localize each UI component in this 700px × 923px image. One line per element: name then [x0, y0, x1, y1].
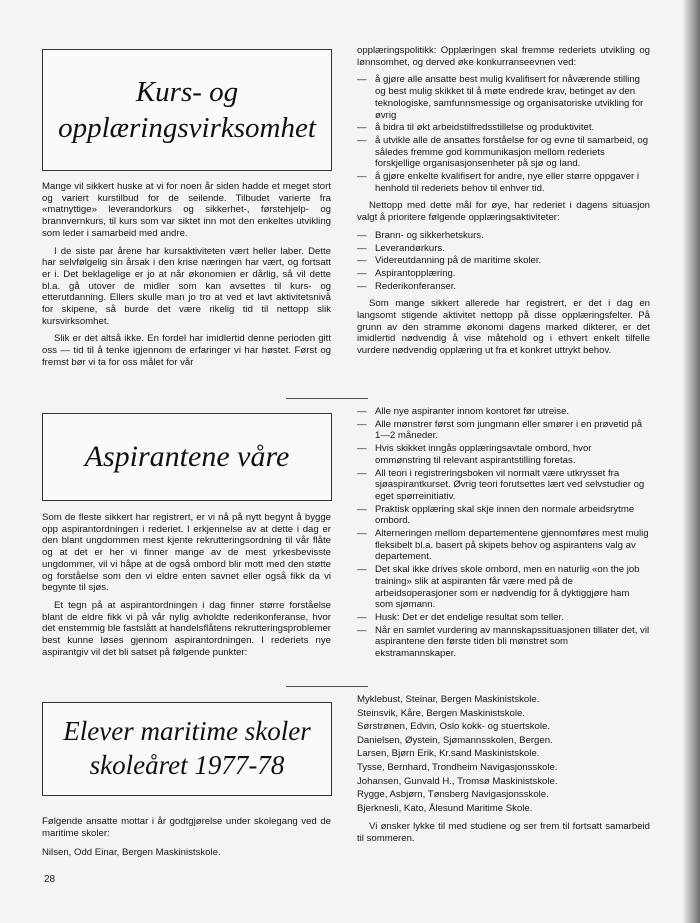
- student-name: Johansen, Gunvald H., Tromsø Maskinistskole.: [357, 775, 558, 787]
- kurs-paragraph: Slik er det altså ikke. En fordel har imidlertid denne perioden gitt oss — tid til å tenke igjennom de erfaringer vi har høstet. Først og fremst bør vi ta for oss målet for vår: [42, 333, 331, 368]
- elever-title: [63, 715, 310, 783]
- page-edge-shadow: [682, 0, 700, 923]
- kurs-title-line1: Kurs- og: [135, 75, 239, 108]
- elever-intro: Følgende ansatte mottar i år godtgjørelse under skolegang ved de maritime skoler:: [42, 816, 331, 839]
- list-item: — Aspirantopplæring.: [357, 268, 650, 280]
- list-item: — Det skal ikke drives skole ombord, men en naturlig «on the job training» slik at aspiranten får være med på de arbeidsoperasjoner som er nødvendig for å dyktiggjøre ham som sjømann.: [357, 564, 650, 611]
- kurs-paragraph: Mange vil sikkert huske at vi for noen år siden hadde et meget stort og variert kurstilbud for de seilende. Tilbudet varierte fra «matnyttige» leverandorkurs og sikkerhet-, førstehjelp- og brannvernkurs, til kurs som var siktet inn mot den enkeltes utvikling som leder i samarbeid med andre.: [42, 181, 331, 239]
- list-item: — Rederikonferanser.: [357, 281, 650, 293]
- student-name: Danielsen, Øystein, Sjømannsskolen, Bergen.: [357, 734, 553, 746]
- aspirant-title-box: [42, 413, 332, 501]
- kurs-title-line2: opplæringsvirksomhet: [58, 112, 316, 144]
- elever-left-column: [42, 816, 331, 859]
- elever-closing: Vi ønsker lykke til med studiene og ser frem til fortsatt samarbeid til sommeren.: [357, 821, 650, 845]
- elever-title-line1: Elever maritime skoler: [63, 716, 311, 747]
- kurs-title: [58, 74, 316, 147]
- section-divider: [286, 398, 368, 399]
- list-item: — å utvikle alle de ansattes forståelse for og evne til samarbeid, og således fremme god kommunikasjon mellom rederiets forskjellige organisasjonsenheter på sjø og land.: [357, 135, 650, 170]
- list-item: — Praktisk opplæring skal skje innen den normale arbeidsrytme ombord.: [357, 504, 650, 527]
- kurs-right-column: [357, 45, 650, 363]
- page-number: 28: [44, 874, 56, 885]
- aspirant-title: Aspirantene våre: [84, 440, 290, 473]
- aspirant-points-list: [357, 406, 650, 660]
- list-item: — Alle mønstrer først som jungmann eller smører i en prøvetid på 1—2 måneder.: [357, 419, 650, 442]
- list-item: — Leverandørkurs.: [357, 243, 650, 255]
- aspirant-right-column: [357, 406, 650, 666]
- kurs-priorities-intro: Nettopp med dette mål for øye, har rederiet i dagens situasjon valgt å prioritere følgende opplæringsaktiviteter:: [357, 200, 650, 224]
- student-name: Bjerknesli, Kato, Ålesund Maritime Skole.: [357, 802, 533, 814]
- kurs-paragraph: I de siste par årene har kursaktiviteten vært heller laber. Dette har selvfølgelig sin årsak i den krise næringen har vært, og fortsatt er i. Det beklagelige er jo at når økonomien er dårlig, så vil dette bl.a. gå utover de midler som kan avsettes til kurs- og etterutdanning. Ellers skulle man jo tro at ved et lavt aktivitetsnivå for skipene, så burde det være rikelig tid til nettopp slik kursvirksomhet.: [42, 245, 331, 327]
- kurs-left-column: [42, 181, 331, 375]
- list-item: — Hvis skikket inngås opplæringsavtale ombord, hvor ommønstring til relevant aspirantstilling foretas.: [357, 443, 650, 466]
- list-item: — Brann- og sikkerhetskurs.: [357, 230, 650, 242]
- student-name: Steinsvik, Kåre, Bergen Maskinistskole.: [357, 707, 525, 719]
- section-divider: [286, 686, 368, 687]
- kurs-activities-list: [357, 230, 650, 293]
- aspirant-paragraph: Et tegn på at aspirantordningen i dag finner større forståelse blant de eldre fikk vi på vår nylig avholdte rederikonferanse, hvor det enstemmig ble fastslått at handelsflåtens rekrutteringsproblemer best kunne løses gjennom aspirantordningen. I rederiets nye aspirantgiv vil det bli satset på følgende punkter:: [42, 599, 331, 658]
- kurs-title-box: [42, 49, 332, 171]
- list-item: — Når en samlet vurdering av mannskapssituasjonen tillater det, vil aspirantene den første tiden bli mønstret som ekstramannskaper.: [357, 625, 650, 660]
- kurs-policy-intro: opplæringspolitikk: Opplæringen skal fremme rederiets utvikling og lønnsomhet, og derved øke konkurranseevnen ved:: [357, 45, 650, 68]
- elever-title-line2: skoleåret 1977-78: [89, 750, 285, 780]
- aspirant-left-column: [42, 512, 331, 664]
- elever-right-column: [357, 693, 650, 851]
- student-name: Rygge, Asbjørn, Tønsberg Navigasjonsskole.: [357, 789, 549, 801]
- elever-title-box: [42, 702, 332, 796]
- list-item: — All teori i registreringsboken vil normalt være utkrysset fra sjøaspirantkurset. Øvrig teori forutsettes lært ved selvstudier og eget spørreinitiativ.: [357, 468, 650, 503]
- list-item: — Alle nye aspiranter innom kontoret før utreise.: [357, 406, 650, 418]
- list-item: — å gjøre alle ansatte best mulig kvalifisert for nåværende stilling og best mulig skikket til å møte endrede krav, betinget av den teknologiske, samfunnsmessige og organisatoriske utvikling for øvrig: [357, 74, 650, 121]
- student-name: Larsen, Bjørn Erik, Kr.sand Maskinistskole.: [357, 748, 540, 760]
- student-name: Myklebust, Steinar, Bergen Maskinistskole.: [357, 694, 540, 705]
- list-item: — å bidra til økt arbeidstilfredsstillelse og produktivitet.: [357, 122, 650, 134]
- list-item: — Husk: Det er det endelige resultat som teller.: [357, 612, 650, 624]
- student-name: Tysse, Bernhard, Trondheim Navigasjonsskole.: [357, 761, 558, 773]
- elever-left-names: [42, 847, 331, 859]
- kurs-goals-list: [357, 74, 650, 194]
- student-name: Nilsen, Odd Einar, Bergen Maskinistskole.: [42, 847, 221, 859]
- student-name: Sørstrønen, Edvin, Oslo kokk- og stuertskole.: [357, 721, 551, 733]
- list-item: — Videreutdanning på de maritime skoler.: [357, 255, 650, 267]
- list-item: — å gjøre enkelte kvalifisert for andre, nye eller større oppgaver i henhold til rederiets behov til enhver tid.: [357, 171, 650, 194]
- kurs-closing-paragraph: Som mange sikkert allerede har registrert, er det i dag en langsomt stigende aktivitet nettopp på disse opplæringsfelter. På grunn av den stramme økonomi dagens marked dikterer, er det imidlertid nødvendig å vise måtehold og i ethvert enkelt tilfelle vurdere nødvendig opplæring ut fra et konkret uttrykt behov.: [357, 298, 650, 357]
- aspirant-paragraph: Som de fleste sikkert har registrert, er vi nå på nytt begynt å bygge opp aspirantordningen i rederiet. I erkjennelse av at dette i dag er den blant ungdommen mest kjente rekrutteringsordning til vår flåte og at det er her vi finner mange av de mest yrkesbevisste ungdommer, vil vi håpe at de også ombord blir mott med den støtte og forståelse som den vi eldre enten savnet eller også fikk da vi begynte til sjøs.: [42, 512, 331, 594]
- list-item: — Alterneringen mellom departementene gjennomføres mest mulig fleksibelt bl.a. basert på skipets behov og aspirantens valg av departement.: [357, 528, 650, 563]
